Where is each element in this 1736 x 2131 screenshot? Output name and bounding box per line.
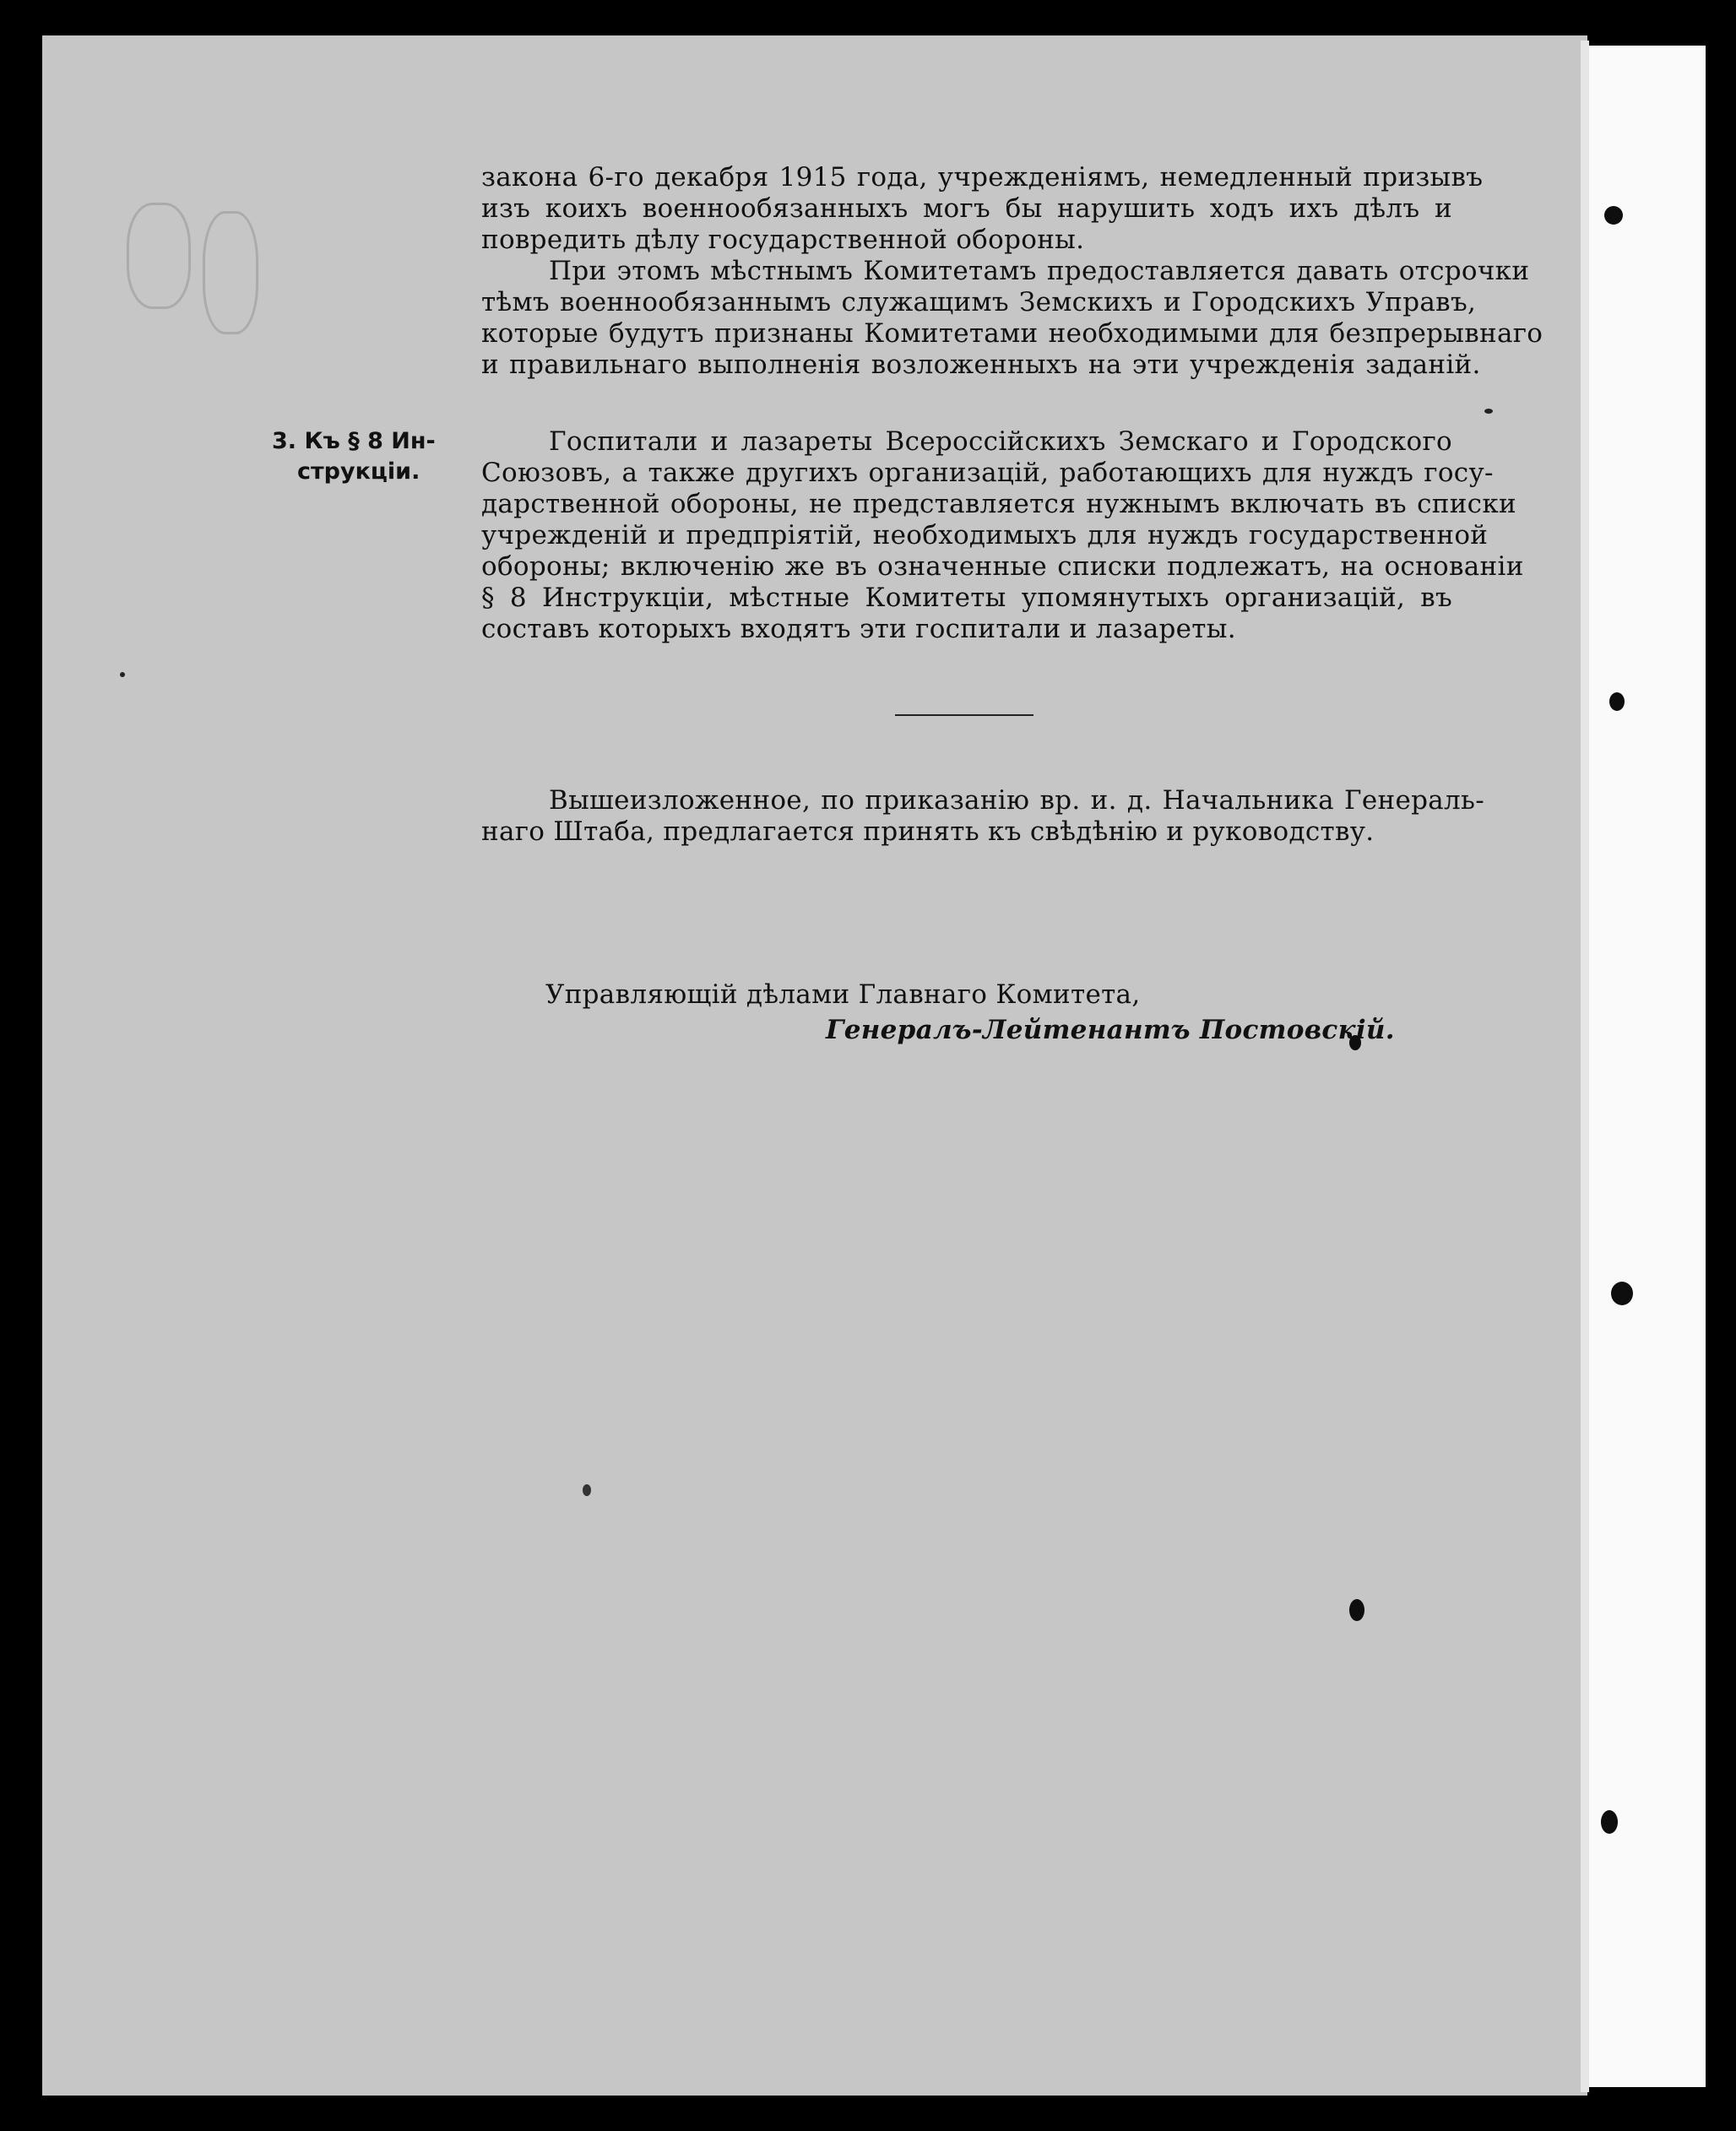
text-line: учрежденій и предпріятій, необходимыхъ для нуждъ государственной: [481, 520, 1489, 550]
text-line: Союзовъ, а также другихъ организацій, работающихъ для нуждъ госу-: [481, 458, 1494, 488]
text-line: При этомъ мѣстнымъ Комитетамъ предоставляется давать отсрочки: [549, 256, 1530, 286]
text-line: изъ коихъ военнообязанныхъ могъ бы нарушить ходъ ихъ дѣлъ и: [481, 193, 1452, 224]
pencil-mark: [127, 203, 191, 309]
text-line: составъ которыхъ входятъ эти госпитали и лазареты.: [481, 614, 1236, 644]
text-line: которые будутъ признаны Комитетами необходимыми для безпрерывнаго: [481, 318, 1543, 349]
text-line: обороны; включенію же въ означенные списки подлежатъ, на основаніи: [481, 551, 1524, 582]
text-line: Вышеизложенное, по приказанію вр. и. д. Начальника Генераль-: [549, 785, 1484, 816]
signature-name: Генералъ-Лейтенантъ Постовскій.: [826, 1015, 1395, 1045]
binding-hole: [1601, 1810, 1618, 1834]
text-line: наго Штаба, предлагается принять къ свѣдѣнію и руководству.: [481, 816, 1375, 847]
text-line: и правильнаго выполненія возложенныхъ на эти учрежденія заданій.: [481, 350, 1481, 380]
text-line: Госпитали и лазареты Всероссійскихъ Земскаго и Городского: [549, 426, 1452, 457]
ink-speck: [1484, 409, 1493, 414]
section-divider: [895, 714, 1033, 716]
text-line: § 8 Инструкціи, мѣстные Комитеты упомянутыхъ организацій, въ: [481, 583, 1452, 613]
ink-speck: [583, 1484, 591, 1496]
margin-note-line: 3. Къ § 8 Ин-: [272, 428, 436, 454]
section-margin-note: [272, 426, 466, 487]
text-line: закона 6-го декабря 1915 года, учрежденіямъ, немедленный призывъ: [481, 162, 1484, 192]
paper-edge: [1581, 41, 1589, 2092]
text-line: дарственной обороны, не представляется нужнымъ включать въ списки: [481, 489, 1516, 519]
ink-speck: [120, 672, 125, 677]
margin-note-line: струкціи.: [297, 458, 420, 485]
binding-hole: [1604, 206, 1623, 225]
section-3-paragraph: [481, 426, 1524, 645]
text-line: тѣмъ военнообязаннымъ служащимъ Земскихъ и Городскихъ Управъ,: [481, 287, 1477, 317]
binding-hole: [1611, 1282, 1633, 1305]
text-line: повредить дѣлу государственной обороны.: [481, 225, 1085, 255]
binding-hole: [1609, 692, 1625, 711]
closing-paragraph: [481, 785, 1484, 848]
binding-strip: [1589, 46, 1706, 2087]
ink-speck: [1349, 1599, 1364, 1621]
signature-title: Управляющій дѣлами Главнаго Комитета,: [545, 979, 1141, 1010]
paragraph-continuation: [481, 162, 1543, 381]
pencil-mark: [203, 211, 258, 334]
